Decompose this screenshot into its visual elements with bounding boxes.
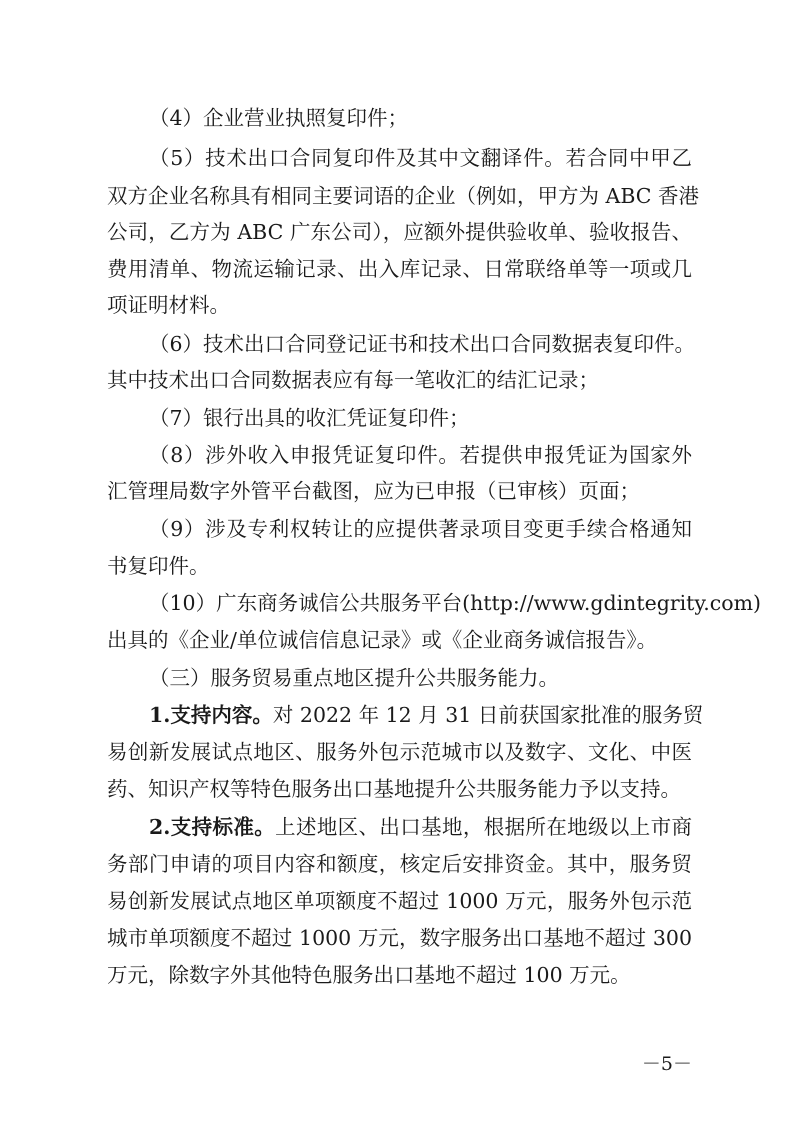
support-standard-line-2: 务部门申请的项目内容和额度，核定后安排资金。其中，服务贸	[107, 852, 692, 876]
item-6-line-1: （6）技术出口合同登记证书和技术出口合同数据表复印件。	[149, 332, 696, 356]
item-7: （7）银行出具的收汇凭证复印件；	[149, 406, 470, 430]
item-9-line-2: 书复印件。	[107, 554, 210, 578]
item-5-line-5: 项证明材料。	[107, 293, 230, 317]
item-5-line-3: 公司，乙方为 ABC 广东公司），应额外提供验收单、验收报告、	[107, 220, 692, 244]
item-6-line-2: 其中技术出口合同数据表应有每一笔收汇的结汇记录；	[107, 368, 599, 392]
support-standard-line-1	[149, 812, 692, 842]
item-5-line-1: （5）技术出口合同复印件及其中文翻译件。若合同中甲乙	[149, 146, 692, 170]
section-3-heading: （三）服务贸易重点地区提升公共服务能力。	[149, 666, 559, 690]
support-standard-line-3: 易创新发展试点地区单项额度不超过 1000 万元，服务外包示范	[107, 889, 692, 913]
item-5-line-2: 双方企业名称具有相同主要词语的企业（例如，甲方为 ABC 香港	[107, 184, 699, 208]
item-9-line-1: （9）涉及专利权转让的应提供著录项目变更手续合格通知	[149, 517, 692, 541]
page-number: －5－	[641, 1053, 692, 1075]
item-8-line-2: 汇管理局数字外管平台截图，应为已申报（已审核）页面；	[107, 479, 640, 503]
item-4: （4）企业营业执照复印件；	[149, 106, 409, 130]
support-content-line-3: 药、知识产权等特色服务出口基地提升公共服务能力予以支持。	[107, 777, 681, 801]
item-8-line-1: （8）涉外收入申报凭证复印件。若提供申报凭证为国家外	[149, 443, 692, 467]
item-10-line-1: （10）广东商务诚信公共服务平台(http://www.gdintegrity.com)	[149, 591, 762, 615]
support-standard-text: 上述地区、出口基地，根据所在地级以上市商	[275, 815, 693, 839]
support-standard-label: 2.支持标准。	[149, 815, 276, 839]
support-content-label: 1.支持内容。	[149, 703, 273, 727]
item-5-line-4: 费用清单、物流运输记录、出入库记录、日常联络单等一项或几	[107, 257, 692, 281]
support-content-line-2: 易创新发展试点地区、服务外包示范城市以及数字、文化、中医	[107, 740, 692, 764]
support-content-line-1	[149, 700, 704, 730]
support-standard-line-5: 万元，除数字外其他特色服务出口基地不超过 100 万元。	[107, 963, 631, 987]
support-standard-line-4: 城市单项额度不超过 1000 万元，数字服务出口基地不超过 300	[107, 926, 692, 950]
item-10-line-2: 出具的《企业/单位诚信信息记录》或《企业商务诚信报告》。	[107, 628, 658, 652]
support-content-text: 对 2022 年 12 月 31 日前获国家批准的服务贸	[272, 703, 704, 727]
